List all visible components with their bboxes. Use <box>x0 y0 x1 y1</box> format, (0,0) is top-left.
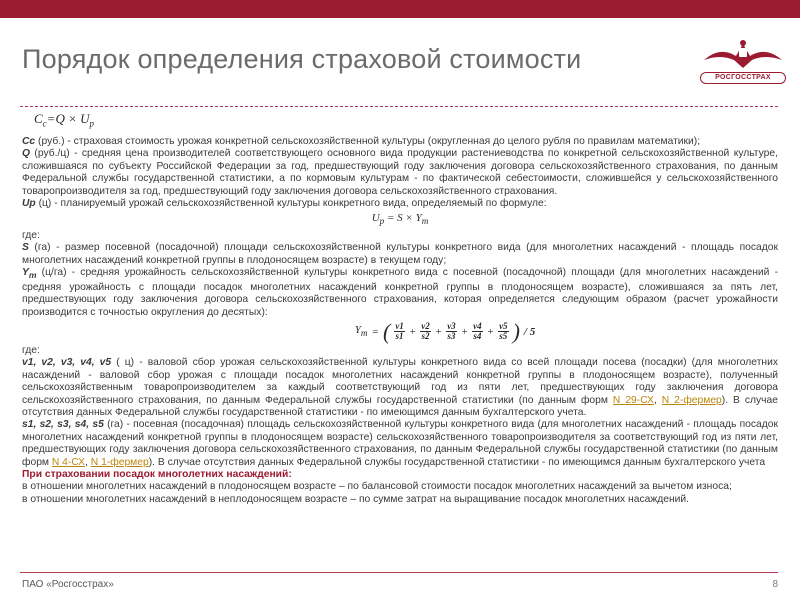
plus-3: + <box>460 325 469 338</box>
eagle-crest-icon <box>700 38 786 72</box>
orchards-line-1: в отношении многолетних насаждений в плодоносящем возрасте – по балансовой стоимости посадок многолетних насаждений за вычетом износа; <box>22 481 732 493</box>
definition-cc <box>22 136 778 148</box>
title-divider <box>20 106 778 107</box>
formula-lhs-sub: c <box>42 118 47 129</box>
plus-2: + <box>434 325 443 338</box>
company-logo <box>700 38 786 94</box>
fraction-2-num: v2 <box>421 321 430 332</box>
text-v-a: ( ц) - валовой сбор урожая сельскохозяйственной культуры конкретного вида со всей площади посева (посадки) (для многолетних насаждений - валовой сбор урожая с площади посадок многолетних насаждений конкретной группы в плодоносящем возрасте), полученный сельскохозяйственным товаропроизводителем за каждый соответствующий год из пяти лет, предшествующих году заключения договора сельскохозяйственного страхования, по данным Федеральной службы государственной статистики (по данным форм <box>22 357 778 406</box>
footer-divider <box>20 572 778 573</box>
formula-planned-yield <box>22 212 778 228</box>
formula-open-paren: ( <box>382 318 391 344</box>
orchards-heading: При страховании посадок многолетних насаждений: <box>22 468 292 480</box>
fraction-3 <box>446 322 457 341</box>
term-s-list: s1, s2, s3, s4, s5 <box>22 419 104 431</box>
link-form-4-sx[interactable]: N 4-СХ <box>51 456 86 468</box>
link-form-1-fermer[interactable]: N 1-фермер <box>90 456 149 468</box>
text-s-list-b: ). В случае отсутствия данных Федеральной службы государственной статистики - по имеющимся данным бухгалтерского учета <box>148 456 766 468</box>
link-form-29-sx[interactable]: N 29-СХ <box>612 394 654 406</box>
term-up: Up <box>22 198 36 210</box>
fraction-1 <box>394 322 405 341</box>
text-s: (га) - размер посевной (посадочной) площади сельскохозяйственной культуры конкретного вида (для многолетних насаждений - площадь посадок многолетних насаждений конкретной группы в плодоносящем возрасте) в текущем году; <box>22 242 778 266</box>
formula-lhs: C <box>34 111 43 126</box>
text-cc: (руб.) - страховая стоимость урожая конкретной сельскохозяйственной культуры (округленная до целого рубля по правилам математики); <box>35 136 701 147</box>
fraction-4-den: s4 <box>473 331 482 342</box>
fraction-5 <box>498 322 509 341</box>
fraction-2-den: s2 <box>421 331 430 342</box>
fraction-5-num: v5 <box>499 321 508 332</box>
top-accent-bar <box>0 0 800 18</box>
formula-close-paren: ) <box>512 318 520 344</box>
plus-1: + <box>408 325 417 338</box>
orchards-line-2: в отношении многолетних насаждений в неплодоносящем возрасте – по сумме затрат на выращивание посадок многолетних насаждений. <box>22 493 690 505</box>
term-cc: Cc <box>22 136 36 147</box>
fraction-4 <box>472 322 483 341</box>
where-label-1: где: <box>22 230 40 242</box>
footer-company: ПАО «Росгосстрах» <box>22 579 114 590</box>
text-v-b: ). В случае отсутствия данных Федеральной службы государственной статистики - по имеющимся данным бухгалтерского учета. <box>22 394 778 418</box>
definition-s-list <box>22 419 778 469</box>
fraction-1-den: s1 <box>395 331 404 342</box>
text-s-list-sep: , <box>85 456 91 468</box>
fraction-3-den: s3 <box>447 331 456 342</box>
page-title: Порядок определения страховой стоимости <box>22 44 582 74</box>
formula-ym-lhs-sub: m <box>360 328 368 339</box>
formula-ym-tail: / 5 <box>523 325 536 338</box>
term-q: Q <box>22 148 31 160</box>
text-ym: (ц/га) - средняя урожайность сельскохозяйственной культуры конкретного вида с посевной (посадочной) площади (для многолетних насаждений - средняя урожайность с площади посадок многолетних насаждений конкретной группы в плодоносящем возрасте), сложившаяся за пять лет, предшествующих году заключения договора сельскохозяйственного страхования, которая определяется следующим образом (расчет урожайности производится с точностью округления до десятых): <box>22 267 778 318</box>
text-q: (руб./ц) - средняя цена производителей соответствующего основного вида продукции растениеводства по конкретной сельскохозяйственной культуре, сложившаяся по субъекту Российской Федерации за год, предшествующий году заключения договора сельскохозяйственного страхования, по данным Федеральной службы государственной статистики, а по кормовым культурам - по фактической себестоимости, сложившейся у сельскохозяйственного товаропроизводителя за год, предшествующий году заключения договора сельскохозяйственного страхования. <box>22 148 778 197</box>
main-content <box>22 113 778 506</box>
term-v: v1, v2, v3, v4, v5 <box>22 357 112 369</box>
formula-up-lhs-sub: p <box>379 216 385 227</box>
term-s: S <box>22 242 29 254</box>
fraction-1-num: v1 <box>395 321 404 332</box>
text-up: (ц) - планируемый урожай сельскохозяйственной культуры конкретного вида, определяемый по формуле: <box>35 198 547 210</box>
where-label-2: где: <box>22 344 40 356</box>
formula-rhs-sub: p <box>89 118 94 129</box>
fraction-4-num: v4 <box>473 321 482 332</box>
definition-ym <box>22 267 778 319</box>
definition-q <box>22 148 778 198</box>
fraction-3-num: v3 <box>447 321 456 332</box>
formula-rhs: =Q × U <box>46 111 90 126</box>
formula-average-yield <box>112 318 778 344</box>
formula-ym-lhs: Y <box>354 324 361 337</box>
formula-up-rhs-sub: m <box>421 216 429 227</box>
definition-v <box>22 357 778 419</box>
fraction-2 <box>420 322 431 341</box>
logo-wordmark: РОСГОССТРАХ <box>700 72 786 84</box>
text-v-sep: , <box>653 394 662 406</box>
definition-up <box>22 198 778 210</box>
formula-ym-eq: = <box>371 325 379 338</box>
term-ym: Y <box>22 267 29 279</box>
formula-insured-value <box>34 113 778 130</box>
link-form-2-fermer[interactable]: N 2-фермер <box>661 394 722 406</box>
page-number: 8 <box>772 579 778 590</box>
formula-up-rhs: = S × Y <box>384 212 422 225</box>
text-s-list-a: (га) - посевная (посадочная) площадь сельскохозяйственной культуры конкретного вида (для многолетних насаждений - площадь посадок многолетних насаждений конкретной группы в плодоносящем возрасте) сельскохозяйственного товаропроизводителя за соответствующий год из пяти лет, предшествующих году заключения договора сельскохозяйственного страхования, по данным Федеральной службы государственной статистики (по данным форм <box>22 419 778 468</box>
fraction-5-den: s5 <box>499 331 508 342</box>
definition-s <box>22 242 778 267</box>
term-ym-sub: m <box>28 270 37 281</box>
formula-up-lhs: U <box>371 212 380 225</box>
plus-4: + <box>486 325 495 338</box>
